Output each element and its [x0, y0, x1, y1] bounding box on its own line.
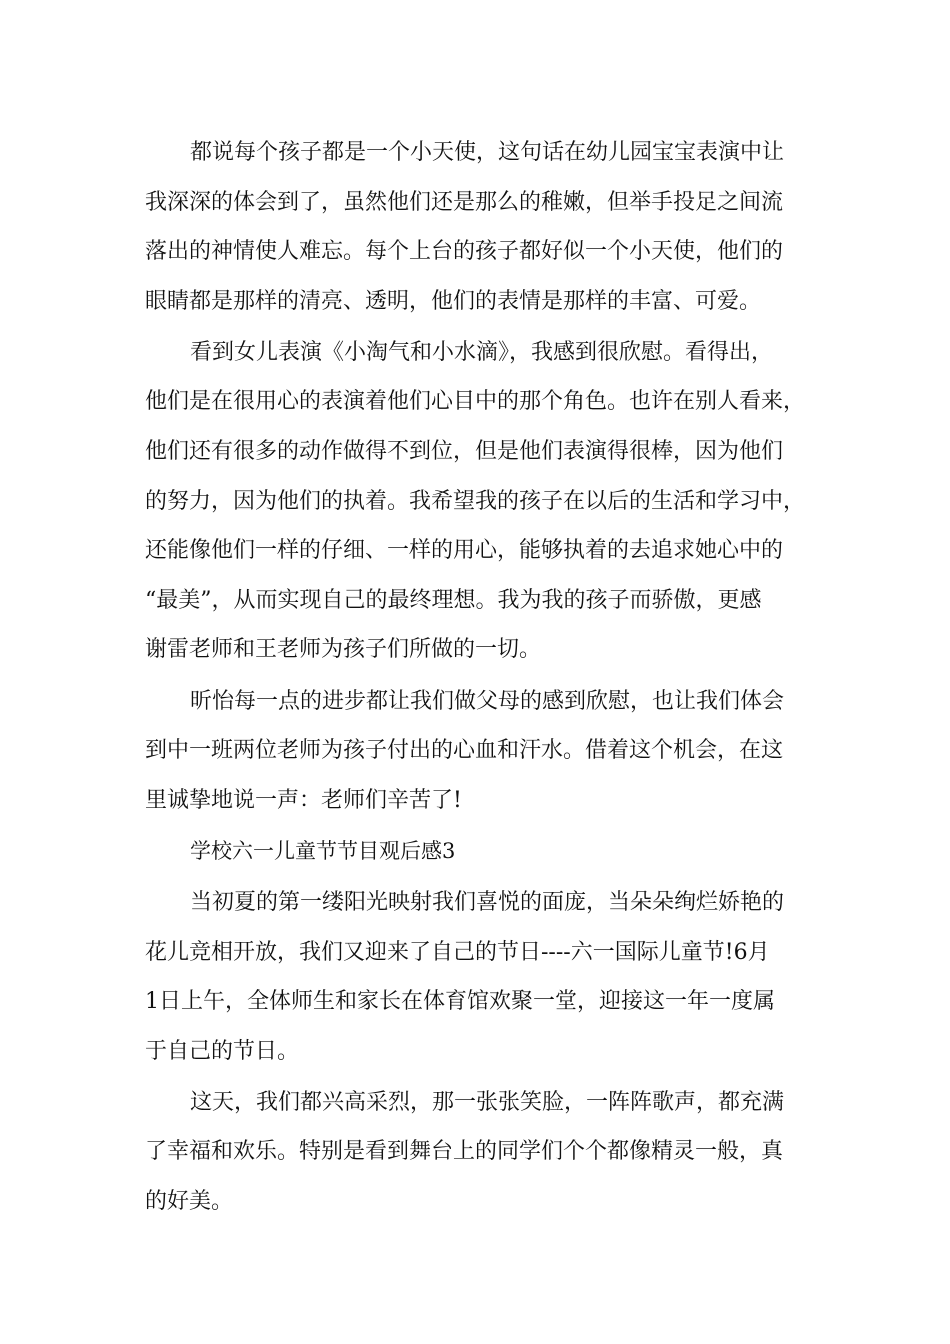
paragraph-3: [145, 677, 810, 826]
paragraph-line: 当初夏的第一缕阳光映射我们喜悦的面庞，当朵朵绚烂娇艳的: [190, 889, 785, 915]
paragraph-line: 了幸福和欢乐。特别是看到舞台上的同学们个个都像精灵一般，真: [145, 1139, 784, 1165]
paragraph-line: 眼睛都是那样的清亮、透明，他们的表情是那样的丰富、可爱。: [145, 288, 762, 314]
paragraph-2: [145, 328, 810, 675]
paragraph-line: “最美”，从而实现自己的最终理想。我为我的孩子而骄傲，更感: [145, 587, 762, 613]
paragraph-line: 谢雷老师和王老师为孩子们所做的一切。: [145, 637, 542, 663]
paragraph-5: [145, 1078, 810, 1227]
paragraph-line: 他们是在很用心的表演着他们心目中的那个角色。也许在别人看来，: [145, 389, 806, 415]
paragraph-line: 都说每个孩子都是一个小天使，这句话在幼儿园宝宝表演中让: [190, 140, 785, 165]
paragraph-line: 这天，我们都兴高采烈，那一张张笑脸，一阵阵歌声，都充满: [190, 1089, 785, 1115]
paragraph-4: [145, 878, 810, 1076]
paragraph-line: 里诚挚地说一声：老师们辛苦了!: [145, 787, 462, 813]
paragraph-1: [145, 128, 810, 326]
paragraph-line: 还能像他们一样的仔细、一样的用心，能够执着的去追求她心中的: [145, 538, 784, 564]
paragraph-line: 的努力，因为他们的执着。我希望我的孩子在以后的生活和学习中，: [145, 488, 806, 514]
paragraph-line: 的好美。: [145, 1188, 234, 1214]
paragraph-line: 到中一班两位老师为孩子付出的心血和汗水。借着这个机会，在这: [145, 738, 784, 764]
paragraph-line: 于自己的节日。: [145, 1038, 300, 1064]
paragraph-line: 我深深的体会到了，虽然他们还是那么的稚嫩，但举手投足之间流: [145, 189, 784, 215]
paragraph-line: 他们还有很多的动作做得不到位，但是他们表演得很棒，因为他们: [145, 439, 784, 465]
paragraph-line: 看到女儿表演《小淘气和小水滴》，我感到很欣慰。看得出，: [190, 339, 774, 365]
document-body: [145, 128, 810, 1228]
section-title: 学校六一儿童节节目观后感3: [190, 838, 456, 863]
paragraph-line: 1日上午，全体师生和家长在体育馆欢聚一堂，迎接这一年一度属: [145, 989, 775, 1015]
paragraph-line: 落出的神情使人难忘。每个上台的孩子都好似一个小天使，他们的: [145, 239, 784, 265]
section-heading: [145, 827, 810, 877]
paragraph-line: 昕怡每一点的进步都让我们做父母的感到欣慰，也让我们体会: [190, 688, 785, 714]
paragraph-line: 花儿竞相开放，我们又迎来了自己的节日----六一国际儿童节!6月: [145, 939, 770, 965]
